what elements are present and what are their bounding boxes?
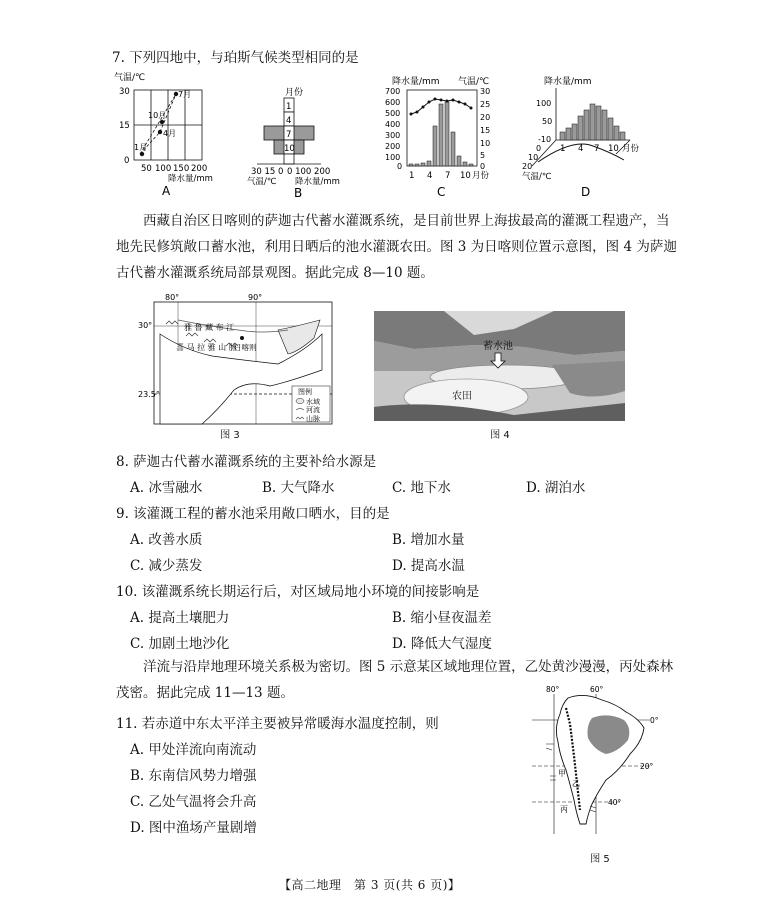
q8-option-d[interactable]: D. 湖泊水 [526, 480, 586, 496]
intro-8-10-line: 西藏自治区日喀则的萨迦古代蓄水灌溉系统，是目前世界上海拔最高的灌溉工程遗产，当 [143, 213, 670, 229]
intro-8-10-line: 地先民修筑敞口蓄水池，利用日晒后的池水灌溉农田。图 3 为日喀则位置示意图，图 4 为萨迦 [116, 239, 677, 255]
fig3-legend-mountain: 山脉 [306, 415, 320, 423]
chart-d [518, 74, 648, 198]
chart-d-ylabel: 降水量/mm [544, 77, 592, 87]
intro-8-10-line: 古代蓄水灌溉系统局部景观图。据此完成 8—10 题。 [116, 265, 434, 281]
chart-c-label: C [437, 185, 446, 198]
intro-11-13-line: 洋流与沿岸地理环境关系极为密切。图 5 示意某区域地理位置，乙处黄沙漫漫，丙处森林 [143, 659, 674, 675]
chart-d-ytick: -10 [538, 135, 552, 144]
chart-c-ytick-left: 400 [385, 120, 401, 129]
fig4-pool-label: 蓄水池 [483, 341, 513, 352]
fig3-legend-river: 河流 [306, 406, 320, 414]
q9-stem: 9. 该灌溉工程的蓄水池采用敞口晒水，目的是 [116, 506, 390, 522]
chart-d-xtick: 7 [594, 144, 600, 154]
q11-option-c[interactable]: C. 乙处气温将会升高 [130, 794, 257, 810]
q8-stem: 8. 萨迦古代蓄水灌溉系统的主要补给水源是 [116, 454, 377, 470]
chart-a [112, 70, 222, 198]
chart-c-xtick: 4 [427, 171, 433, 181]
fig3-river: 雅 鲁 藏 布 江 [184, 323, 235, 332]
chart-d-ytick: 20 [522, 162, 533, 171]
page-footer: 【高二地理 第 3 页(共 6 页)】 [279, 878, 461, 892]
fig3-lat2: 23.5° [138, 390, 160, 399]
fig3-legend-title: 图例 [298, 388, 312, 396]
q9-option-b[interactable]: B. 增加水量 [392, 532, 465, 548]
chart-a-xtick: 50 [141, 164, 152, 174]
chart-b-xlabel-right: 降水量/mm [295, 177, 340, 187]
chart-c-ytick-right: 20 [480, 113, 491, 122]
chart-c [380, 74, 505, 198]
chart-b-label: B [294, 186, 303, 198]
chart-c-ylabel-left: 降水量/mm [392, 77, 440, 87]
chart-d-ytick: 50 [542, 117, 553, 126]
chart-b-xticks-left: 30 15 0 [251, 167, 284, 177]
q9-option-a[interactable]: A. 改善水质 [130, 532, 203, 548]
chart-a-point-oct: 10月 [148, 111, 167, 120]
fig3-legend-water: 水域 [306, 398, 320, 406]
chart-c-ytick-right: 10 [480, 139, 491, 148]
chart-d-xlabel-bottom: 气温/℃ [522, 172, 552, 182]
chart-d-label: D [581, 185, 591, 198]
fig5-lat-equator: 0° [650, 716, 659, 725]
chart-a-ytick: 0 [124, 156, 130, 166]
chart-c-ytick-left: 700 [385, 87, 401, 96]
chart-d-ytick: 10 [528, 153, 539, 162]
chart-c-ytick-right: 5 [480, 151, 486, 160]
q10-option-b[interactable]: B. 缩小昼夜温差 [392, 610, 492, 626]
figure-5-map [532, 684, 664, 834]
chart-c-ylabel-right: 气温/℃ [458, 77, 490, 87]
fig5-yi: 乙 [572, 779, 580, 788]
fig5-caption: 图 5 [590, 854, 610, 865]
chart-a-xtick: 100 [155, 164, 172, 174]
figure-3-map [138, 290, 334, 440]
fig5-bing: 丙 [560, 805, 568, 814]
chart-c-ytick-right: 15 [480, 126, 491, 135]
chart-a-point-apr: 4月 [163, 129, 177, 138]
q10-option-a[interactable]: A. 提高土壤肥力 [130, 610, 230, 626]
fig3-city: 日喀则 [234, 343, 257, 352]
chart-c-ytick-left: 0 [397, 162, 403, 171]
q8-option-a[interactable]: A. 冰雪融水 [130, 480, 203, 496]
fig5-lon2: 60° [590, 685, 604, 694]
chart-a-xlabel: 降水量/mm [168, 174, 213, 184]
chart-c-ytick-left: 300 [385, 131, 401, 140]
q11-stem: 11. 若赤道中东太平洋主要被异常暖海水温度控制，则 [116, 716, 439, 732]
fig4-field-label: 农田 [452, 391, 472, 402]
q8-option-b[interactable]: B. 大气降水 [262, 480, 335, 496]
chart-c-ytick-left: 200 [385, 142, 401, 151]
chart-c-ytick-left: 100 [385, 153, 401, 162]
q9-option-c[interactable]: C. 减少蒸发 [130, 558, 203, 574]
chart-a-xtick: 150 [173, 164, 190, 174]
q9-option-d[interactable]: D. 提高水温 [392, 558, 465, 574]
fig3-lon1: 80° [165, 293, 180, 302]
fig3-lat1: 30° [138, 321, 153, 330]
fig5-lon1: 80° [546, 685, 560, 694]
fig3-mountain: 喜 马 拉 雅 山 脉 [176, 343, 237, 352]
chart-d-xunit: 月份 [622, 144, 640, 154]
chart-b-month: 10 [284, 144, 295, 154]
chart-a-ytick: 30 [119, 87, 130, 97]
q10-option-c[interactable]: C. 加剧土地沙化 [130, 636, 230, 652]
q7-stem: 7. 下列四地中，与珀斯气候类型相同的是 [112, 50, 359, 66]
figure-4-photo [374, 311, 625, 421]
q11-option-a[interactable]: A. 甲处洋流向南流动 [130, 742, 257, 758]
chart-c-xtick: 7 [445, 171, 451, 181]
fig5-jia: 甲 [558, 769, 566, 778]
intro-8-10 [116, 208, 677, 286]
chart-a-ylabel: 气温/℃ [114, 73, 146, 83]
chart-c-ytick-right: 30 [480, 87, 491, 96]
chart-d-ytick: 0 [536, 144, 542, 153]
fig5-lat-20: 20° [640, 762, 654, 771]
q11-option-b[interactable]: B. 东南信风势力增强 [130, 768, 257, 784]
chart-c-ytick-right: 25 [480, 100, 491, 109]
chart-c-xtick: 10 [460, 171, 471, 181]
chart-b [247, 84, 362, 198]
chart-b-xlabel-left: 气温/℃ [247, 177, 277, 187]
fig5-lat-40: 40° [608, 798, 622, 807]
chart-c-xtick: 1 [409, 171, 415, 181]
chart-c-ytick-left: 600 [385, 98, 401, 107]
fig3-caption: 图 3 [220, 430, 240, 441]
chart-d-xtick: 4 [578, 144, 584, 154]
q8-option-c[interactable]: C. 地下水 [392, 480, 451, 496]
chart-c-ytick-right: 0 [480, 162, 486, 171]
chart-a-ytick: 15 [119, 121, 130, 131]
chart-a-point-jan: 1月 [134, 143, 148, 152]
fig3-lon2: 90° [248, 293, 263, 302]
chart-a-point-jul: 7月 [178, 90, 192, 99]
intro-11-13-line: 茂密。据此完成 11—13 题。 [116, 685, 294, 701]
chart-d-xtick: 1 [560, 144, 566, 154]
q10-stem: 10. 该灌溉系统长期运行后，对区域局地小环境的间接影响是 [116, 584, 480, 600]
q11-option-d[interactable]: D. 图中渔场产量剧增 [130, 820, 257, 836]
chart-a-xtick: 200 [191, 164, 208, 174]
chart-b-month: 7 [286, 130, 292, 140]
chart-d-xtick: 10 [608, 144, 619, 154]
q10-option-d[interactable]: D. 降低大气湿度 [392, 636, 492, 652]
chart-c-ytick-left: 500 [385, 109, 401, 118]
chart-b-top-label: 月份 [285, 88, 304, 98]
chart-b-month: 4 [286, 116, 292, 126]
chart-b-xticks-right: 0 100 200 [287, 167, 331, 177]
chart-a-label: A [162, 184, 171, 198]
fig4-caption: 图 4 [490, 430, 510, 441]
chart-c-xunit: 月份 [472, 171, 490, 181]
chart-b-month: 1 [286, 102, 292, 112]
chart-d-ytick: 100 [536, 99, 552, 108]
